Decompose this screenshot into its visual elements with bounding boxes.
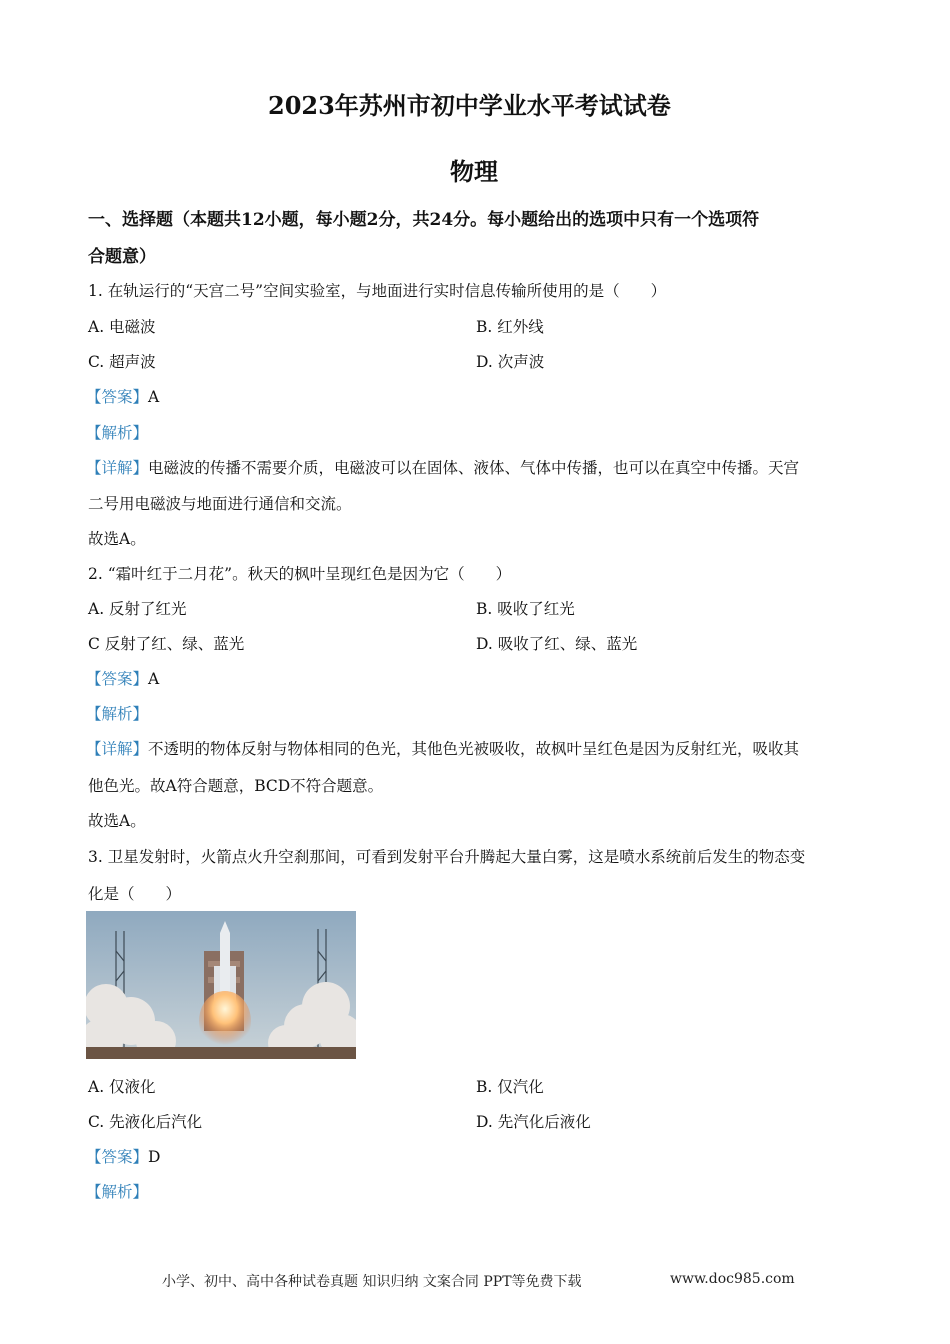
- answer-value: D: [148, 1148, 161, 1166]
- q2-option-a: A. 反射了红光: [88, 600, 187, 618]
- q1-option-c: C. 超声波: [88, 353, 156, 371]
- q2-answer: [86, 667, 159, 689]
- rocket-launch-photo: [86, 911, 356, 1059]
- q1-analysis-tag: 【解析】: [86, 424, 149, 442]
- q2-detail-line1: [86, 737, 799, 759]
- q3-answer: [86, 1145, 160, 1167]
- detail-text: 电磁波的传播不需要介质，电磁波可以在固体、液体、气体中传播，也可以在真空中传播。天宫: [148, 459, 800, 477]
- q1-option-d: D. 次声波: [476, 353, 545, 371]
- section-heading-line2: 合题意）: [88, 247, 156, 267]
- q2-conclusion: 故选A。: [88, 812, 146, 830]
- answer-value: A: [148, 388, 160, 406]
- q1-detail-line2: 二号用电磁波与地面进行通信和交流。: [88, 495, 352, 513]
- q2-option-c: C 反射了红、绿、蓝光: [88, 635, 245, 653]
- page-title: 2023年苏州市初中学业水平考试试卷: [268, 91, 671, 120]
- section-heading-line1: 一、选择题（本题共12小题，每小题2分，共24分。每小题给出的选项中只有一个选项符: [88, 210, 760, 230]
- q1-option-a: A. 电磁波: [88, 318, 156, 336]
- q3-option-c: C. 先液化后汽化: [88, 1113, 203, 1131]
- q1-stem: 1. 在轨运行的“天宫二号”空间实验室，与地面进行实时信息传输所使用的是（ ）: [88, 282, 667, 300]
- q2-detail-line2: 他色光。故A符合题意，BCD不符合题意。: [88, 777, 384, 795]
- answer-tag: 【答案】: [86, 1148, 149, 1166]
- detail-tag: 【详解】: [86, 740, 149, 758]
- q3-analysis-tag: 【解析】: [86, 1183, 149, 1201]
- q2-analysis-tag: 【解析】: [86, 705, 149, 723]
- footer-url[interactable]: www.doc985.com: [670, 1271, 795, 1287]
- q3-option-a: A. 仅液化: [88, 1078, 156, 1096]
- q1-detail-line1: [86, 456, 799, 478]
- q2-option-b: B. 吸收了红光: [476, 600, 575, 618]
- q1-option-b: B. 红外线: [476, 318, 544, 336]
- subject-title: 物理: [450, 157, 498, 186]
- detail-text: 不透明的物体反射与物体相同的色光，其他色光被吸收，故枫叶呈红色是因为反射红光，吸收其: [148, 740, 800, 758]
- q1-conclusion: 故选A。: [88, 530, 146, 548]
- detail-tag: 【详解】: [86, 459, 149, 477]
- q3-option-b: B. 仅汽化: [476, 1078, 544, 1096]
- q1-answer: [86, 385, 159, 407]
- answer-value: A: [148, 670, 160, 688]
- answer-tag: 【答案】: [86, 388, 149, 406]
- footer-text: 小学、初中、高中各种试卷真题 知识归纳 文案合同 PPT等免费下载: [162, 1274, 582, 1290]
- q3-option-d: D. 先汽化后液化: [476, 1113, 591, 1131]
- q3-stem-line1: 3. 卫星发射时，火箭点火升空刹那间，可看到发射平台升腾起大量白雾，这是喷水系统前后发生的物态变: [88, 848, 806, 866]
- q3-stem-line2: 化是（ ）: [88, 885, 182, 903]
- q2-stem: 2. “霜叶红于二月花”。秋天的枫叶呈现红色是因为它（ ）: [88, 565, 512, 583]
- q2-option-d: D. 吸收了红、绿、蓝光: [476, 635, 638, 653]
- answer-tag: 【答案】: [86, 670, 149, 688]
